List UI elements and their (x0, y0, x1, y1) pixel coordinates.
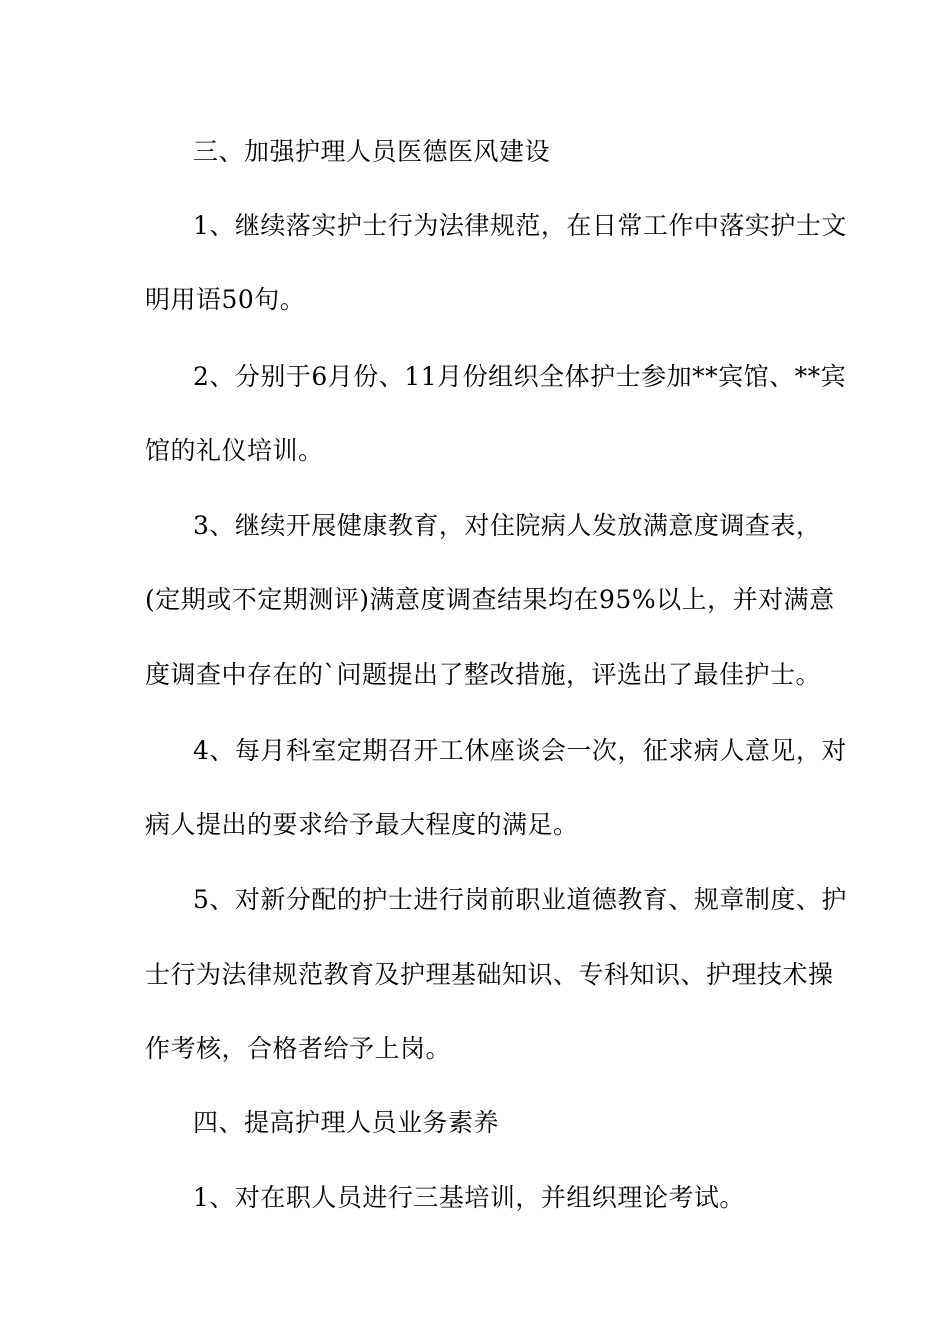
paragraph-line: 1、继续落实护士行为法律规范，在日常工作中落实护士文 (193, 211, 847, 240)
paragraph-line: (定期或不定期测评)满意度调查结果均在95%以上，并对满意 (145, 585, 835, 614)
paragraph-line: 4、每月科室定期召开工休座谈会一次，征求病人意见，对 (193, 736, 847, 765)
paragraph-line: 士行为法律规范教育及护理基础知识、专科知识、护理技术操 (145, 960, 834, 989)
section-heading-4: 四、提高护理人员业务素养 (193, 1108, 500, 1137)
paragraph-line: 5、对新分配的护士进行岗前职业道德教育、规章制度、护 (193, 885, 847, 914)
paragraph-line: 度调查中存在的`问题提出了整改措施，评选出了最佳护士。 (145, 660, 822, 689)
section-heading-3: 三、加强护理人员医德医风建设 (193, 137, 551, 166)
paragraph-line: 作考核，合格者给予上岗。 (145, 1034, 452, 1063)
paragraph-line: 明用语50句。 (145, 285, 306, 314)
paragraph-line: 3、继续开展健康教育，对住院病人发放满意度调查表， (193, 511, 822, 540)
paragraph-line: 2、分别于6月份、11月份组织全体护士参加**宾馆、**宾 (193, 362, 847, 391)
paragraph-line: 1、对在职人员进行三基培训，并组织理论考试。 (193, 1183, 745, 1212)
paragraph-line: 病人提出的要求给予最大程度的满足。 (145, 810, 579, 839)
paragraph-line: 馆的礼仪培训。 (145, 436, 324, 465)
